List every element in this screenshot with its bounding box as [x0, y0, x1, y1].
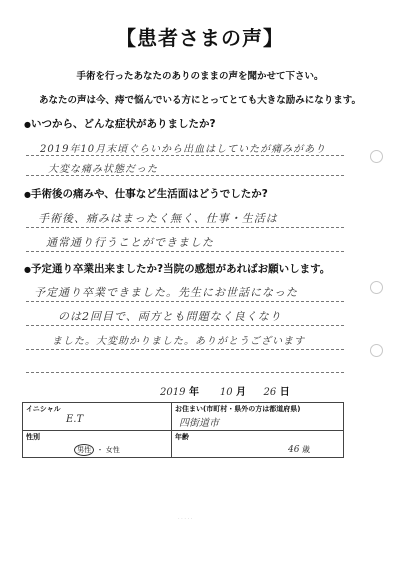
date-day: 26	[263, 387, 277, 398]
age-label: 年齢	[175, 433, 189, 441]
answer-3-line-1: 予定通り卒業できました。先生にお世話になった	[34, 286, 298, 299]
answer-rule	[26, 155, 344, 156]
residence-cell	[172, 403, 344, 431]
age-row	[175, 444, 340, 455]
bullet-icon: ●	[24, 190, 31, 199]
question-2-text: 手術後の痛みや、仕事など生活面はどうでしたか?	[30, 188, 268, 200]
initials-label: イニシャル	[26, 405, 61, 413]
answer-rule	[26, 325, 344, 326]
residence-label: お住まい(市町村・県外の方は都道府県)	[175, 405, 301, 413]
binder-hole	[370, 344, 383, 357]
scan-mark: · · · · ·	[178, 516, 193, 522]
bullet-icon: ●	[24, 265, 31, 274]
answer-rule	[26, 251, 344, 252]
page-title: 【患者さまの声】	[116, 26, 284, 50]
answer-rule	[26, 227, 344, 228]
initials-value: E.T	[66, 414, 84, 425]
bullet-icon: ●	[24, 120, 31, 129]
intro-line-2: あなたの声は今、痔で悩んでいる方にとってとても大きな励みになります。	[38, 95, 362, 106]
sex-option-female: 女性	[105, 446, 120, 454]
question-1-text: いつから、どんな症状がありましたか?	[30, 118, 216, 130]
sex-separator: ・	[96, 446, 104, 454]
question-2	[24, 186, 268, 201]
answer-rule	[26, 372, 344, 373]
sex-cell	[23, 431, 172, 458]
sex-options	[26, 444, 168, 456]
residence-value: 四街道市	[179, 418, 219, 429]
question-3	[24, 261, 330, 276]
answer-rule	[26, 175, 344, 176]
initials-cell	[23, 403, 172, 431]
submission-date	[160, 383, 290, 398]
date-month: 10	[219, 387, 233, 398]
answer-rule	[26, 349, 344, 350]
intro-line-1: 手術を行ったあなたのありのままの声を聞かせて下さい。	[76, 71, 324, 82]
date-month-label: 月	[236, 387, 247, 398]
date-year: 2019	[160, 387, 186, 398]
answer-rule	[26, 301, 344, 302]
patient-info-table	[22, 402, 344, 458]
age-value: 46	[288, 445, 300, 455]
answer-1-line-1: 2019年10月末頃ぐらいから出血はしていたが痛みがあり	[40, 144, 327, 155]
question-3-text: 予定通り卒業出来ましたか?当院の感想があればお願いします。	[30, 263, 331, 275]
answer-2-line-2: 通常通り行うことができました	[46, 236, 214, 249]
binder-hole	[370, 281, 383, 294]
answer-3-line-2: のは2回目で、両方とも問題なく良くなり	[58, 310, 282, 323]
age-unit: 歳	[302, 445, 310, 454]
question-1	[24, 116, 216, 131]
answer-3-line-3: ました。大変助かりました。ありがとうございます	[52, 336, 305, 347]
date-day-label: 日	[279, 387, 290, 398]
age-cell	[172, 431, 344, 458]
answer-1-line-2: 大変な痛み状態だった	[48, 164, 158, 175]
date-year-label: 年	[188, 387, 199, 398]
binder-hole	[370, 150, 383, 163]
sex-label: 性別	[26, 433, 40, 441]
answer-2-line-1: 手術後、痛みはまったく無く、仕事・生活は	[38, 212, 278, 225]
sex-option-male-selected: 男性	[74, 444, 94, 456]
